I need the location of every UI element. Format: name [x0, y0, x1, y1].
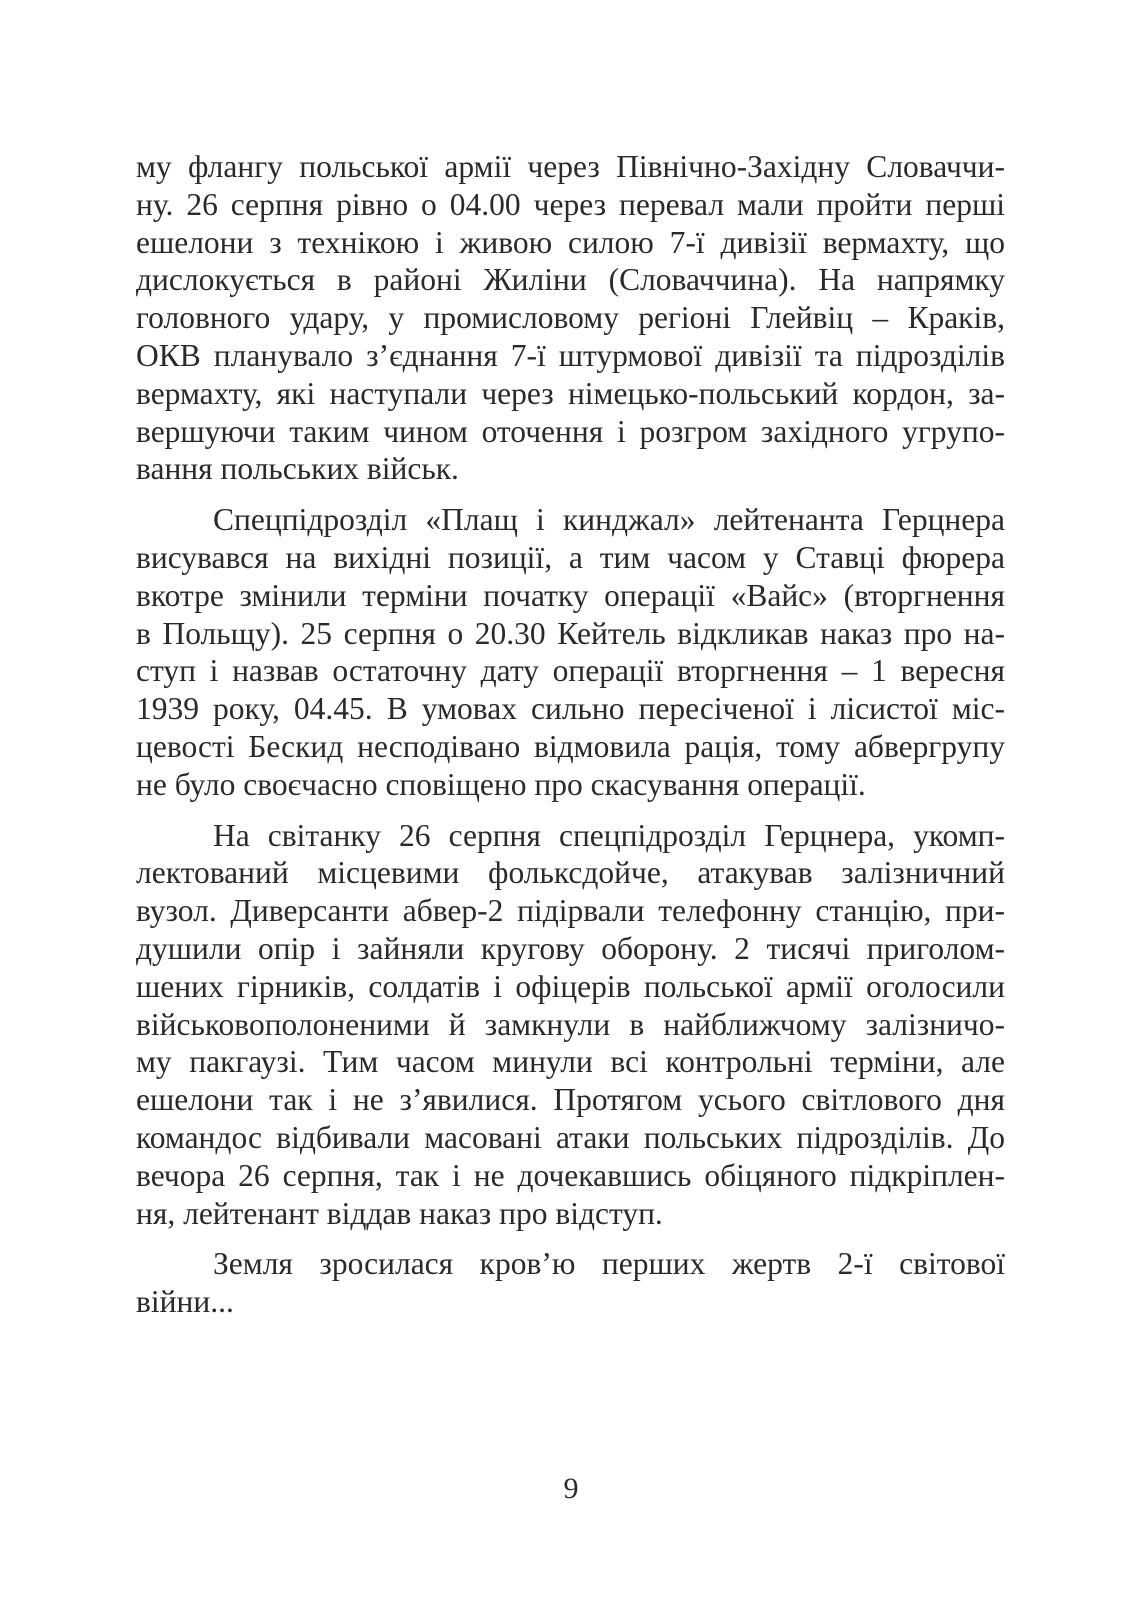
text-line: в Польщу). 25 серпня о 20.30 Кейтель відкликав наказ про на- — [136, 615, 1005, 651]
text-line: вершуючи таким чином оточення і розгром західного угрупо- — [136, 413, 1005, 449]
text-line: вечора 26 серпня, так і не дочекавшись обіцяного підкріплен- — [136, 1157, 1005, 1193]
text-line: ОКВ планувало з’єднання 7-ї штурмової дивізії та підрозділів — [136, 337, 1005, 373]
text-line: На світанку 26 серпня спецпідрозділ Герцнера, укомп- — [213, 817, 1005, 853]
text-line: війни... — [136, 1284, 234, 1320]
text-line: ступ і назвав остаточну дату операції вторгнення – 1 вересня — [136, 653, 1005, 689]
paragraph-3 — [136, 817, 1005, 1233]
text-line: шених гірників, солдатів і офіцерів польської армії оголосили — [136, 968, 1005, 1004]
text-line: вкотре змінили терміни початку операції «Вайс» (вторгнення — [136, 577, 1005, 613]
text-line: Земля зросилася кров’ю перших жертв 2-ї світової — [213, 1246, 1005, 1282]
text-line: вузол. Диверсанти абвер-2 підірвали телефонну станцію, при- — [136, 893, 1005, 929]
text-line: вермахту, які наступали через німецько-польський кордон, за- — [136, 375, 1005, 411]
text-line: дислокується в районі Жиліни (Словаччина). На напрямку — [136, 262, 1005, 298]
text-line: лектований місцевими фольксдойче, атакував залізничний — [136, 855, 1005, 891]
body-text — [136, 148, 1005, 1334]
paragraph-4 — [136, 1245, 1005, 1321]
page-number: 9 — [563, 1472, 579, 1505]
text-line: головного удару, у промисловому регіоні Глейвіц – Краків, — [136, 300, 1005, 336]
text-line: цевості Бескид несподівано відмовила рація, тому абвергрупу — [136, 728, 1005, 764]
text-line: висувався на вихідні позиції, а тим часом у Ставці фюрера — [136, 539, 1005, 575]
paragraph-1 — [136, 148, 1005, 488]
text-line: му пакгаузі. Тим часом минули всі контрольні терміни, але — [136, 1044, 1005, 1080]
text-line: Спецпідрозділ «Плащ і кинджал» лейтенанта Герцнера — [213, 502, 1005, 538]
paragraph-2 — [136, 501, 1005, 803]
text-line: ешелони з технікою і живою силою 7-ї дивізії вермахту, що — [136, 224, 1005, 260]
text-line: не було своєчасно сповіщено про скасування операції. — [136, 766, 866, 802]
text-line: військовополоненими й замкнули в найближчому залізничо- — [136, 1006, 1005, 1042]
text-line: вання польських військ. — [136, 451, 459, 487]
text-line: му флангу польської армії через Північно-Західну Словаччи- — [136, 149, 1005, 184]
text-line: ня, лейтенант віддав наказ про відступ. — [136, 1195, 663, 1231]
text-line: душили опір і зайняли кругову оборону. 2 тисячі приголом- — [136, 930, 1005, 966]
text-line: ну. 26 серпня рівно о 04.00 через перевал мали пройти перші — [136, 186, 1005, 222]
text-line: 1939 року, 04.45. В умовах сильно пересіченої і лісистої міс- — [136, 691, 1005, 727]
text-line: ешелони так і не з’явилися. Протягом усього світлового дня — [136, 1082, 1005, 1118]
text-line: командос відбивали масовані атаки польських підрозділів. До — [136, 1119, 1005, 1155]
